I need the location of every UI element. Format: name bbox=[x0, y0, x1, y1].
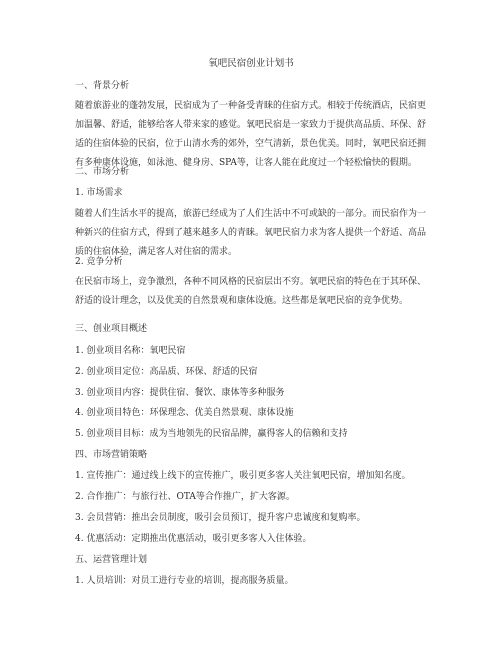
list-item: 1. 人员培训：对员工进行专业的培训，提高服务质量。 bbox=[75, 576, 294, 586]
subheading-market-demand: 1. 市场需求 bbox=[75, 188, 123, 198]
list-item: 4. 创业项目特色：环保理念、优美自然景观、康体设施 bbox=[75, 408, 294, 418]
section-heading-marketing: 四、市场营销策略 bbox=[75, 450, 148, 460]
section-heading-operations: 五、运营管理计划 bbox=[75, 555, 148, 565]
list-item: 3. 创业项目内容：提供住宿、餐饮、康体等多种服务 bbox=[75, 388, 285, 398]
section-heading-market: 二、市场分析 bbox=[75, 167, 130, 177]
competition-paragraph: 在民宿市场上，竞争激烈，各种不同风格的民宿层出不穷。氧吧民宿的特色在于其环保、舒适的设计理念，以及优美的自然景观和康体设施。这些都是氧吧民宿的竞争优势。 bbox=[75, 277, 427, 306]
list-item: 1. 宣传推广：通过线上线下的宣传推广，吸引更多客人关注氧吧民宿，增加知名度。 bbox=[75, 471, 411, 481]
list-item: 5. 创业项目目标：成为当地领先的民宿品牌，赢得客人的信赖和支持 bbox=[75, 429, 348, 439]
list-item: 1. 创业项目名称：氧吧民宿 bbox=[75, 346, 186, 356]
document-title: 氧吧民宿创业计划书 bbox=[208, 58, 294, 69]
list-item: 4. 优惠活动：定期推出优惠活动，吸引更多客人入住体验。 bbox=[75, 534, 312, 544]
list-item: 2. 创业项目定位：高品质、环保、舒适的民宿 bbox=[75, 367, 258, 377]
subheading-competition: 2. 竞争分析 bbox=[75, 257, 123, 267]
section-heading-background: 一、背景分析 bbox=[75, 81, 130, 91]
background-paragraph: 随着旅游业的蓬勃发展，民宿成为了一种备受青睐的住宿方式。相较于传统酒店，民宿更加温馨、舒适，能够给客人带来家的感觉。氧吧民宿是一家致力于提供高品质、环保、舒适的住宿体验的民宿，位于山清水秀的郊外，空气清新，景色优美。同时，氧吧民宿还拥有多种康体设施，如泳池、健身房、SPA等，让客人能在此度过一个轻松愉快的假期。 bbox=[75, 101, 427, 168]
list-item: 3. 会员营销：推出会员制度，吸引会员预订，提升客户忠诚度和复购率。 bbox=[75, 513, 366, 523]
market-demand-paragraph: 随着人们生活水平的提高，旅游已经成为了人们生活中不可或缺的一部分。而民宿作为一种新兴的住宿方式，得到了越来越多人的青睐。氧吧民宿力求为客人提供一个舒适、高品质的住宿体验，满足客人对住宿的需求。 bbox=[75, 209, 427, 257]
section-heading-project: 三、创业项目概述 bbox=[75, 324, 148, 334]
list-item: 2. 合作推广：与旅行社、OTA等合作推广，扩大客源。 bbox=[75, 492, 295, 502]
